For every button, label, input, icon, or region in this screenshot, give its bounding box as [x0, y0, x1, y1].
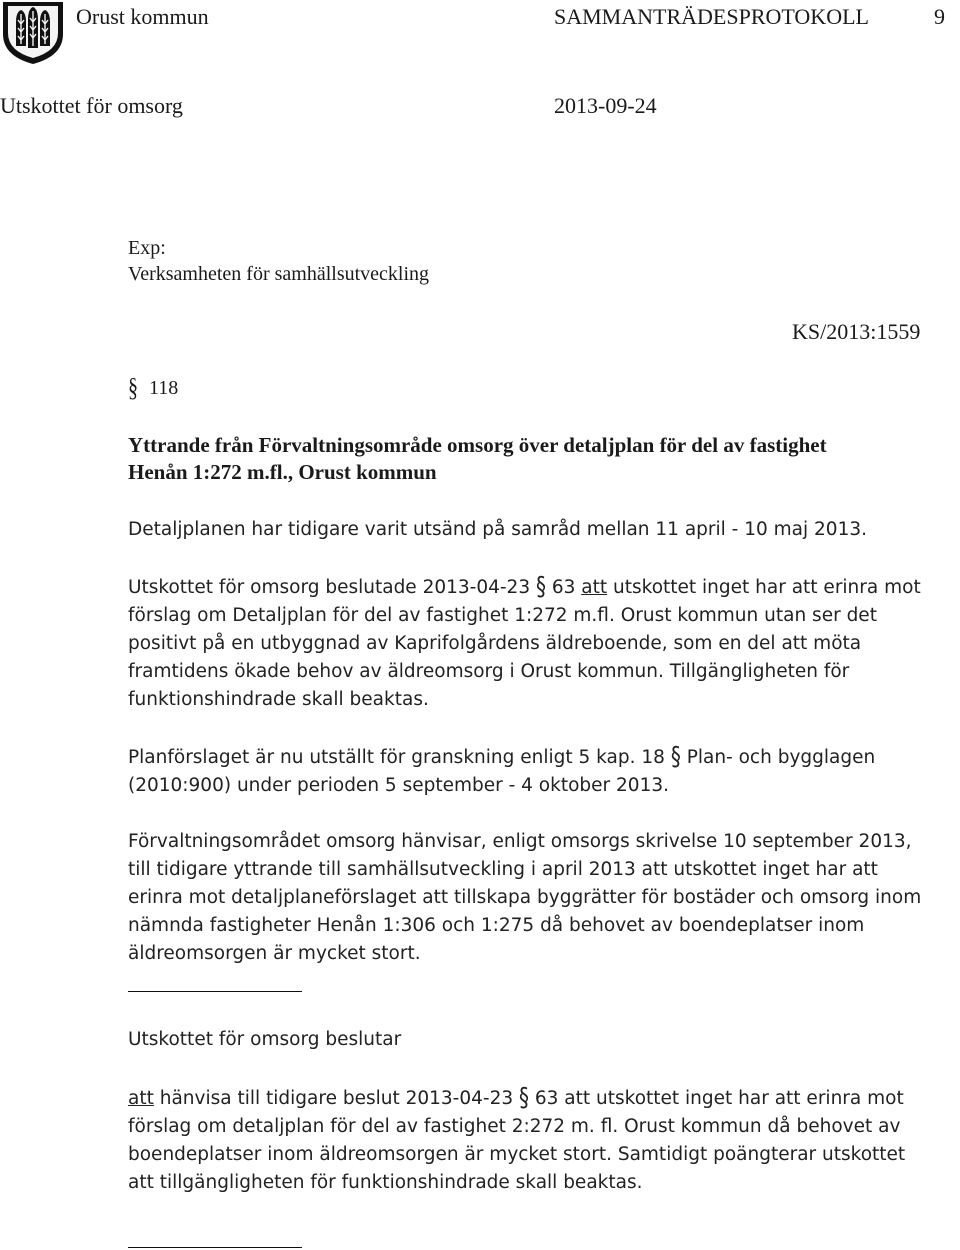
decision-line: att tillgängligheten för funktionshindrade skall beaktas. [128, 1172, 643, 1193]
att-underlined: att [128, 1088, 154, 1109]
shield-crest-logo [0, 0, 66, 66]
text-run: Utskottet för omsorg beslutade 2013-04-23 [128, 577, 536, 598]
exp-recipient: Verksamheten för samhällsutveckling [128, 263, 430, 285]
section-symbol: § [535, 570, 546, 602]
text-run: Plan- och bygglagen [680, 747, 876, 768]
paragraph-line: framtidens ökade behov av äldreomsorg i Orust kommun. Tillgängligheten för [128, 661, 850, 682]
paragraph-3 [128, 742, 958, 800]
section-number: 118 [149, 377, 179, 399]
exp-label: Exp: [128, 237, 166, 259]
document-type: SAMMANTRÄDESPROTOKOLL [554, 4, 869, 29]
paragraph-2 [128, 572, 958, 714]
title-line: Henån 1:272 m.fl., Orust kommun [128, 460, 437, 484]
section-symbol: § [128, 373, 138, 403]
divider [128, 1247, 302, 1248]
text-run: 63 [545, 577, 582, 598]
paragraph-line [128, 742, 958, 772]
divider [128, 991, 302, 992]
text-run: hänvisa till tidigare beslut 2013-04-23 [153, 1088, 519, 1109]
paragraph-4 [128, 828, 958, 968]
paragraph-line [128, 572, 958, 602]
paragraph-line: nämnda fastigheter Henån 1:306 och 1:275 då behovet av boendeplatser inom [128, 915, 865, 936]
text-run: 63 att utskottet inget har att erinra mot [529, 1088, 904, 1109]
att-underlined: att [581, 577, 608, 598]
decision-text [128, 1083, 958, 1197]
section-symbol: § [670, 740, 681, 772]
decision-line: förslag om detaljplan för del av fastighet 2:272 m. fl. Orust kommun då behovet av [128, 1116, 901, 1137]
paragraph-line: till tidigare yttrande till samhällsutveckling i april 2013 att utskottet inget har att [128, 859, 878, 880]
decision-line [128, 1083, 958, 1113]
meeting-date: 2013-09-24 [554, 93, 657, 118]
paragraph-line: (2010:900) under perioden 5 september - 4 oktober 2013. [128, 775, 669, 796]
text-run: Planförslaget är nu utställt för granskning enligt 5 kap. 18 [128, 747, 671, 768]
paragraph-line: positivt på en utbyggnad av Kaprifolgårdens äldreboende, som en del att möta [128, 633, 862, 654]
paragraph-line: äldreomsorgen är mycket stort. [128, 943, 421, 964]
section-symbol: § [519, 1081, 529, 1113]
paragraph-line: Detaljplanen har tidigare varit utsänd på samråd mellan 11 april - 10 maj 2013. [128, 519, 867, 540]
paragraph-line: förslag om Detaljplan för del av fastighet 1:272 m.fl. Orust kommun utan ser det [128, 605, 877, 626]
text-run: utskottet inget har att erinra mot [607, 577, 921, 598]
paragraph-line: funktionshindrade skall beaktas. [128, 689, 429, 710]
section-heading [128, 374, 178, 402]
title-line: Yttrande från Förvaltningsområde omsorg över detaljplan för del av fastighet [128, 433, 827, 457]
org-name: Orust kommun [76, 4, 209, 29]
page-number: 9 [934, 4, 945, 29]
paragraph-line: Förvaltningsområdet omsorg hänvisar, enligt omsorgs skrivelse 10 september 2013, [128, 831, 912, 852]
decision-heading-text: Utskottet för omsorg beslutar [128, 1029, 402, 1050]
case-number: KS/2013:1559 [792, 319, 921, 344]
decision-line: boendeplatser inom äldreomsorgen är mycket stort. Samtidigt poängterar utskottet [128, 1144, 906, 1165]
item-title [128, 432, 958, 486]
paragraph-1 [128, 516, 958, 544]
decision-heading [128, 1026, 958, 1054]
paragraph-line: erinra mot detaljplaneförslaget att tillskapa byggrätter för bostäder och omsorg inom [128, 887, 922, 908]
committee-name: Utskottet för omsorg [0, 93, 183, 118]
